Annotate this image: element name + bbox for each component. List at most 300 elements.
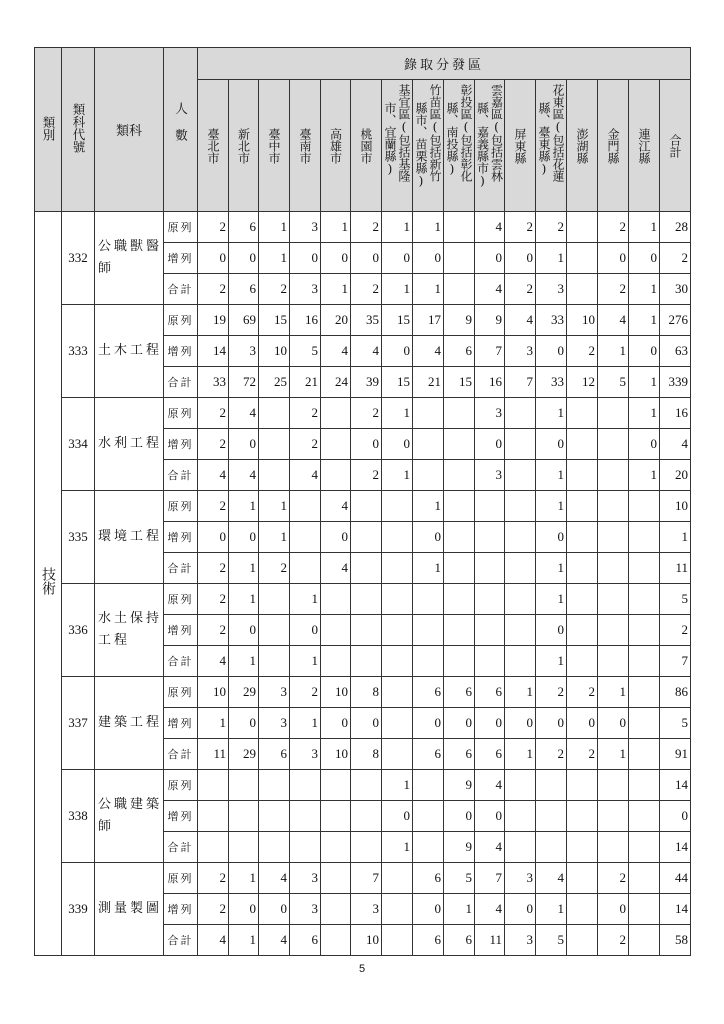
value-cell [321, 646, 351, 677]
table-row [35, 212, 691, 243]
value-cell [259, 646, 290, 677]
value-cell [444, 553, 475, 584]
table-row [35, 491, 691, 522]
value-cell: 1 [413, 212, 444, 243]
total-cell: 4 [660, 429, 691, 460]
value-cell [629, 491, 660, 522]
value-cell [382, 646, 413, 677]
value-cell: 3 [290, 274, 321, 305]
row-kind-label: 原列 [164, 398, 198, 429]
value-cell: 9 [444, 305, 475, 336]
value-cell: 0 [444, 708, 475, 739]
value-cell: 6 [444, 925, 475, 956]
value-cell: 1 [382, 398, 413, 429]
value-cell [598, 646, 629, 677]
value-cell: 1 [629, 460, 660, 491]
value-cell [382, 491, 413, 522]
value-cell [444, 522, 475, 553]
value-cell: 1 [536, 460, 567, 491]
header-district [598, 80, 629, 212]
value-cell [198, 770, 229, 801]
value-cell [629, 584, 660, 615]
value-cell [475, 584, 505, 615]
value-cell [351, 553, 382, 584]
row-kind-label: 增列 [164, 522, 198, 553]
value-cell: 6 [475, 677, 505, 708]
value-cell: 10 [259, 336, 290, 367]
value-cell: 0 [229, 522, 259, 553]
value-cell: 1 [536, 553, 567, 584]
value-cell [259, 615, 290, 646]
district-label: 縣市、苗栗縣) [414, 101, 428, 188]
value-cell: 0 [382, 336, 413, 367]
value-cell [444, 460, 475, 491]
value-cell [598, 491, 629, 522]
header-district [321, 80, 351, 212]
value-cell [629, 708, 660, 739]
value-cell: 0 [475, 243, 505, 274]
value-cell [475, 553, 505, 584]
value-cell: 29 [229, 739, 259, 770]
value-cell: 3 [290, 739, 321, 770]
value-cell: 1 [505, 739, 536, 770]
value-cell [382, 584, 413, 615]
value-cell [567, 243, 598, 274]
subject-name: 測量製圖 [95, 863, 164, 956]
value-cell [413, 832, 444, 863]
value-cell [444, 491, 475, 522]
header-district [475, 80, 505, 212]
subject-name: 水利工程 [95, 398, 164, 491]
value-cell: 29 [229, 677, 259, 708]
value-cell [290, 832, 321, 863]
value-cell: 0 [229, 615, 259, 646]
value-cell: 0 [475, 429, 505, 460]
value-cell: 39 [351, 367, 382, 398]
value-cell: 1 [629, 274, 660, 305]
value-cell: 6 [290, 925, 321, 956]
value-cell: 0 [382, 801, 413, 832]
value-cell [229, 801, 259, 832]
value-cell [444, 429, 475, 460]
total-cell: 28 [660, 212, 691, 243]
value-cell: 1 [259, 522, 290, 553]
value-cell: 1 [629, 305, 660, 336]
value-cell [598, 770, 629, 801]
value-cell [629, 615, 660, 646]
value-cell: 2 [198, 615, 229, 646]
value-cell [629, 677, 660, 708]
value-cell: 15 [444, 367, 475, 398]
header-district [290, 80, 321, 212]
value-cell: 1 [290, 708, 321, 739]
value-cell: 72 [229, 367, 259, 398]
total-cell: 14 [660, 832, 691, 863]
district-label: 市、宜蘭縣) [383, 101, 397, 176]
district-label: 新北市 [236, 127, 251, 164]
value-cell [413, 429, 444, 460]
district-label: 竹苗區(包括新竹 [428, 83, 442, 182]
value-cell [536, 770, 567, 801]
row-kind-label: 原列 [164, 491, 198, 522]
value-cell: 0 [413, 522, 444, 553]
value-cell [629, 925, 660, 956]
total-cell: 2 [660, 615, 691, 646]
value-cell: 6 [259, 739, 290, 770]
value-cell: 0 [475, 801, 505, 832]
value-cell: 1 [229, 925, 259, 956]
value-cell: 2 [198, 863, 229, 894]
row-kind-label: 增列 [164, 243, 198, 274]
value-cell: 4 [259, 925, 290, 956]
district-label: 縣、南投縣) [445, 101, 459, 176]
value-cell [505, 615, 536, 646]
value-cell [505, 801, 536, 832]
value-cell [567, 584, 598, 615]
value-cell: 0 [229, 429, 259, 460]
value-cell: 3 [229, 336, 259, 367]
value-cell: 2 [198, 894, 229, 925]
value-cell: 3 [536, 274, 567, 305]
value-cell: 4 [475, 894, 505, 925]
row-kind-label: 合計 [164, 274, 198, 305]
value-cell: 4 [536, 863, 567, 894]
header-district [444, 80, 475, 212]
value-cell [321, 894, 351, 925]
value-cell: 4 [475, 274, 505, 305]
value-cell: 6 [413, 863, 444, 894]
header-code [62, 48, 95, 212]
value-cell: 1 [505, 677, 536, 708]
table-row [35, 677, 691, 708]
value-cell [413, 398, 444, 429]
value-cell: 2 [567, 739, 598, 770]
value-cell: 1 [290, 584, 321, 615]
value-cell [567, 274, 598, 305]
header-count [164, 48, 198, 212]
value-cell [505, 832, 536, 863]
header-district [259, 80, 290, 212]
header-subject [95, 48, 164, 212]
value-cell [198, 832, 229, 863]
value-cell: 0 [229, 708, 259, 739]
header-label: 類別 [41, 115, 56, 141]
value-cell: 0 [536, 429, 567, 460]
total-cell: 20 [660, 460, 691, 491]
value-cell: 4 [321, 336, 351, 367]
value-cell [259, 398, 290, 429]
value-cell: 2 [198, 398, 229, 429]
value-cell: 0 [536, 522, 567, 553]
value-cell: 2 [198, 491, 229, 522]
value-cell: 4 [505, 305, 536, 336]
value-cell [321, 925, 351, 956]
value-cell: 0 [413, 708, 444, 739]
value-cell: 10 [567, 305, 598, 336]
value-cell [321, 801, 351, 832]
value-cell [567, 553, 598, 584]
value-cell: 20 [321, 305, 351, 336]
value-cell: 0 [598, 243, 629, 274]
district-label: 合計 [668, 133, 682, 158]
value-cell [413, 584, 444, 615]
value-cell: 10 [351, 925, 382, 956]
value-cell: 0 [598, 894, 629, 925]
total-cell: 10 [660, 491, 691, 522]
value-cell: 9 [444, 832, 475, 863]
value-cell: 2 [198, 429, 229, 460]
value-cell: 2 [351, 398, 382, 429]
value-cell [536, 801, 567, 832]
value-cell: 4 [475, 832, 505, 863]
value-cell [567, 460, 598, 491]
total-cell: 276 [660, 305, 691, 336]
value-cell: 3 [290, 212, 321, 243]
value-cell [598, 801, 629, 832]
value-cell: 10 [198, 677, 229, 708]
value-cell: 15 [382, 367, 413, 398]
value-cell: 1 [382, 274, 413, 305]
table-row [35, 863, 691, 894]
value-cell: 1 [598, 336, 629, 367]
value-cell: 2 [290, 429, 321, 460]
value-cell: 2 [567, 677, 598, 708]
district-label: 臺中市 [267, 127, 281, 164]
value-cell [351, 832, 382, 863]
value-cell [444, 212, 475, 243]
header-category [35, 48, 62, 212]
value-cell: 33 [536, 367, 567, 398]
total-cell: 16 [660, 398, 691, 429]
value-cell [321, 398, 351, 429]
subject-code: 334 [62, 398, 95, 491]
row-kind-label: 原列 [164, 305, 198, 336]
header-district [536, 80, 567, 212]
value-cell: 0 [567, 708, 598, 739]
total-cell: 58 [660, 925, 691, 956]
value-cell: 6 [475, 739, 505, 770]
value-cell [413, 460, 444, 491]
value-cell [629, 522, 660, 553]
row-kind-label: 原列 [164, 212, 198, 243]
value-cell: 3 [505, 863, 536, 894]
total-cell: 5 [660, 584, 691, 615]
value-cell [259, 460, 290, 491]
value-cell: 3 [505, 925, 536, 956]
subject-code: 332 [62, 212, 95, 305]
value-cell [567, 522, 598, 553]
value-cell: 0 [382, 429, 413, 460]
value-cell [629, 801, 660, 832]
value-cell: 17 [413, 305, 444, 336]
subject-name: 環境工程 [95, 491, 164, 584]
value-cell: 2 [259, 553, 290, 584]
row-kind-label: 合計 [164, 367, 198, 398]
value-cell [505, 429, 536, 460]
district-label: 高雄市 [328, 127, 343, 164]
value-cell [505, 460, 536, 491]
table-row [35, 398, 691, 429]
value-cell: 4 [198, 925, 229, 956]
subject-code: 333 [62, 305, 95, 398]
value-cell: 1 [536, 894, 567, 925]
value-cell: 6 [229, 212, 259, 243]
page-number: 5 [358, 963, 366, 975]
value-cell [567, 801, 598, 832]
value-cell [351, 770, 382, 801]
value-cell: 1 [629, 212, 660, 243]
value-cell: 1 [536, 584, 567, 615]
value-cell: 0 [536, 336, 567, 367]
value-cell: 3 [259, 677, 290, 708]
value-cell: 1 [321, 212, 351, 243]
value-cell: 3 [290, 894, 321, 925]
value-cell: 3 [475, 460, 505, 491]
district-label: 桃園市 [359, 127, 373, 164]
value-cell: 1 [198, 708, 229, 739]
value-cell: 1 [229, 553, 259, 584]
district-label: 臺北市 [206, 127, 220, 164]
table-row [35, 770, 691, 801]
value-cell: 2 [198, 584, 229, 615]
value-cell [444, 615, 475, 646]
value-cell: 16 [475, 367, 505, 398]
row-kind-label: 增列 [164, 429, 198, 460]
value-cell: 0 [629, 336, 660, 367]
value-cell: 1 [536, 646, 567, 677]
value-cell: 2 [290, 677, 321, 708]
subject-name: 水土保持工程 [95, 584, 164, 677]
row-kind-label: 原列 [164, 863, 198, 894]
header-district [198, 80, 229, 212]
total-cell: 11 [660, 553, 691, 584]
value-cell: 1 [536, 243, 567, 274]
value-cell [444, 646, 475, 677]
value-cell: 1 [229, 646, 259, 677]
value-cell [629, 863, 660, 894]
district-label: 臺南市 [298, 127, 312, 164]
value-cell [351, 615, 382, 646]
value-cell: 0 [413, 894, 444, 925]
value-cell [629, 894, 660, 925]
row-kind-label: 原列 [164, 677, 198, 708]
value-cell [259, 429, 290, 460]
value-cell [598, 398, 629, 429]
value-cell [505, 646, 536, 677]
value-cell: 1 [382, 212, 413, 243]
value-cell: 5 [536, 925, 567, 956]
value-cell [598, 615, 629, 646]
value-cell: 0 [351, 243, 382, 274]
value-cell: 5 [444, 863, 475, 894]
value-cell: 35 [351, 305, 382, 336]
value-cell: 4 [475, 212, 505, 243]
value-cell: 25 [259, 367, 290, 398]
value-cell: 4 [229, 398, 259, 429]
value-cell: 6 [413, 677, 444, 708]
value-cell: 8 [351, 677, 382, 708]
value-cell [413, 770, 444, 801]
value-cell: 0 [475, 708, 505, 739]
value-cell: 1 [229, 863, 259, 894]
total-cell: 30 [660, 274, 691, 305]
row-kind-label: 合計 [164, 553, 198, 584]
value-cell: 1 [259, 491, 290, 522]
value-cell: 0 [413, 243, 444, 274]
value-cell: 6 [444, 739, 475, 770]
value-cell: 1 [598, 739, 629, 770]
value-cell: 33 [536, 305, 567, 336]
value-cell: 6 [444, 677, 475, 708]
value-cell [505, 522, 536, 553]
value-cell [290, 522, 321, 553]
value-cell: 0 [505, 243, 536, 274]
value-cell: 2 [536, 212, 567, 243]
value-cell: 24 [321, 367, 351, 398]
value-cell: 0 [290, 243, 321, 274]
subject-code: 337 [62, 677, 95, 770]
value-cell: 0 [321, 708, 351, 739]
value-cell [382, 863, 413, 894]
value-cell [290, 770, 321, 801]
value-cell: 6 [229, 274, 259, 305]
total-cell: 5 [660, 708, 691, 739]
district-label: 澎湖縣 [575, 127, 589, 164]
value-cell: 2 [598, 863, 629, 894]
value-cell: 1 [413, 274, 444, 305]
value-cell: 1 [536, 398, 567, 429]
value-cell: 0 [351, 708, 382, 739]
header-district [505, 80, 536, 212]
value-cell: 0 [321, 243, 351, 274]
row-kind-label: 合計 [164, 739, 198, 770]
value-cell: 21 [290, 367, 321, 398]
total-cell: 0 [660, 801, 691, 832]
value-cell [351, 584, 382, 615]
value-cell [321, 770, 351, 801]
value-cell [505, 553, 536, 584]
value-cell: 1 [413, 491, 444, 522]
district-label: 連江縣 [637, 127, 651, 164]
value-cell: 5 [290, 336, 321, 367]
row-kind-label: 合計 [164, 832, 198, 863]
value-cell: 19 [198, 305, 229, 336]
district-label: 縣、臺東縣) [537, 101, 551, 176]
row-kind-label: 合計 [164, 646, 198, 677]
value-cell: 10 [321, 677, 351, 708]
value-cell: 3 [290, 863, 321, 894]
value-cell: 1 [413, 553, 444, 584]
value-cell [382, 522, 413, 553]
subject-code: 335 [62, 491, 95, 584]
subject-code: 338 [62, 770, 95, 863]
row-kind-label: 增列 [164, 801, 198, 832]
header-label: 類科 [115, 124, 142, 139]
row-kind-label: 增列 [164, 615, 198, 646]
value-cell: 2 [351, 212, 382, 243]
value-cell [536, 832, 567, 863]
value-cell: 4 [259, 863, 290, 894]
value-cell [198, 801, 229, 832]
total-cell: 1 [660, 522, 691, 553]
value-cell [598, 460, 629, 491]
value-cell: 14 [198, 336, 229, 367]
value-cell: 6 [413, 925, 444, 956]
value-cell [505, 491, 536, 522]
value-cell: 0 [382, 243, 413, 274]
value-cell [351, 491, 382, 522]
value-cell: 12 [567, 367, 598, 398]
